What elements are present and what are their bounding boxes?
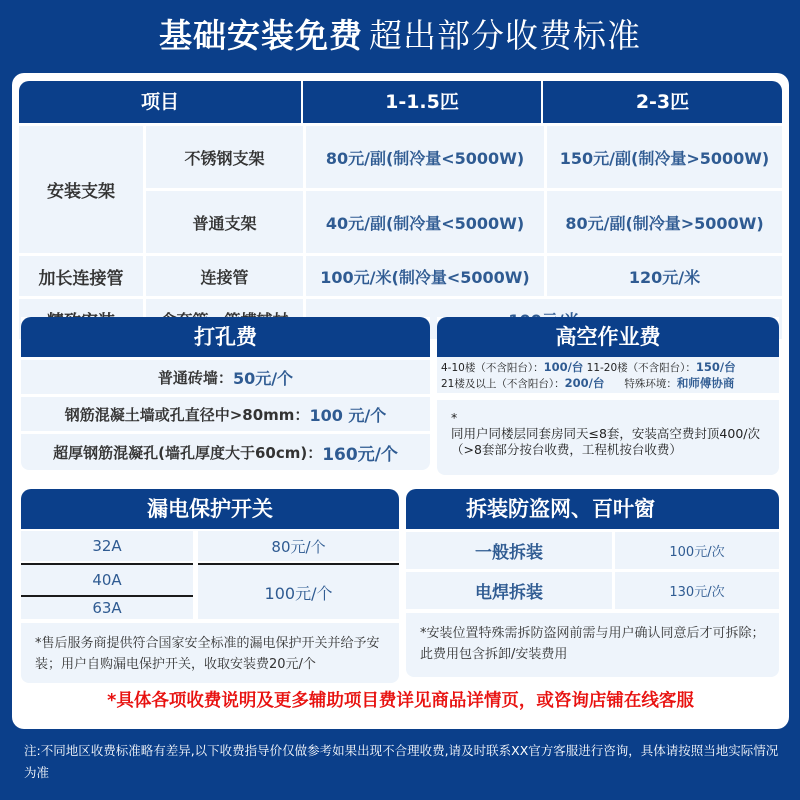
details-notice: *具体各项收费说明及更多辅助项目费详见商品详情页，或咨询店铺在线客服 — [107, 691, 694, 711]
removal-note: *安装位置特殊需拆防盗网前需与用户确认同意后才可拆除；此费用包含拆卸/安装费用 — [406, 613, 779, 677]
page-title — [0, 14, 800, 58]
drilling-value: 100 元/个 — [309, 405, 387, 425]
drilling-label: 超厚钢筋混凝孔(墙孔厚度大于60cm)： — [53, 443, 323, 462]
item-normal-bracket: 普通支架 — [146, 191, 303, 253]
note-star: * — [451, 410, 458, 425]
header-1-1.5hp: 1-1.5匹 — [303, 81, 543, 123]
price-normal-small: 40元/副(制冷量<5000W) — [306, 191, 544, 253]
price-32a: 80元/个 — [198, 531, 399, 561]
removal-welding-price: 130元/次 — [615, 572, 779, 609]
price-card — [12, 73, 789, 729]
item-stainless-bracket: 不锈钢支架 — [146, 126, 303, 188]
header-2-3hp: 2-3匹 — [635, 91, 690, 113]
group-extension-pipe: 加长连接管 — [19, 256, 143, 296]
removal-general-price: 100元/次 — [615, 532, 779, 569]
price-pipe-large: 120元/米 — [547, 256, 782, 296]
removal-title: 拆装防盗网、百叶窗 — [406, 489, 779, 529]
title-bold: 基础安装免费 — [159, 16, 363, 55]
spec-63a: 63A — [21, 597, 193, 619]
leakage-title: 漏电保护开关 — [21, 489, 399, 529]
header-item: 项目 — [19, 81, 303, 123]
leakage-note: *售后服务商提供符合国家安全标准的漏电保护开关并给予安装；用户自购漏电保护开关，收取安装费20元/个 — [21, 623, 399, 683]
note-line: 同用户同楼层同套房同天≤8套，安装高空费封顶400/次 — [451, 426, 760, 441]
price-normal-large: 80元/副(制冷量>5000W) — [547, 191, 782, 253]
rate-line-2 — [441, 376, 775, 392]
item-connecting-pipe: 连接管 — [146, 256, 303, 296]
main-table-header — [19, 81, 782, 123]
drilling-panel — [21, 317, 430, 467]
removal-panel — [406, 489, 779, 679]
removal-general-label: 一般拆装 — [406, 532, 612, 569]
rate-value: 200/台 — [564, 376, 605, 390]
high-altitude-title: 高空作业费 — [437, 317, 779, 357]
spec-40a: 40A — [21, 565, 193, 595]
spec-32a: 32A — [21, 531, 193, 561]
price-40a-63a: 100元/个 — [198, 565, 399, 619]
high-altitude-rates — [437, 357, 779, 393]
rate-label: 21楼及以上（不含阳台）： — [441, 378, 565, 390]
price-pipe-small: 100元/米(制冷量<5000W) — [306, 256, 544, 296]
high-altitude-note — [437, 400, 779, 475]
drilling-label: 钢筋混凝土墙或孔直径中>80mm： — [64, 405, 310, 424]
drilling-title: 打孔费 — [21, 317, 430, 357]
price-stainless-small: 80元/副(制冷量<5000W) — [306, 126, 544, 188]
footer-disclaimer: 注:不同地区收费标准略有差异,以下收费指导价仅做参考如果出现不合理收费,请及时联系XX官方客服进行咨询，具体请按照当地实际情况为准 — [24, 743, 779, 780]
drilling-label: 普通砖墙： — [157, 368, 233, 387]
leakage-panel — [21, 489, 399, 679]
high-altitude-panel — [437, 317, 779, 477]
rate-value: 和师傅协商 — [676, 376, 735, 390]
price-stainless-large: 150元/副(制冷量>5000W) — [547, 126, 782, 188]
group-bracket: 安装支架 — [19, 126, 143, 253]
rate-line-1 — [441, 360, 775, 376]
rate-value: 100/台 — [543, 360, 584, 374]
title-light: 超出部分收费标准 — [369, 16, 641, 55]
drilling-row-concrete — [21, 397, 430, 431]
removal-welding-label: 电焊拆装 — [406, 572, 612, 609]
note-line: （>8套部分按台收费，工程机按台收费） — [451, 442, 682, 457]
rate-value: 150/台 — [695, 360, 736, 374]
rate-label: 特殊环境： — [624, 378, 677, 390]
drilling-row-brick — [21, 360, 430, 394]
drilling-value: 50元/个 — [232, 368, 294, 388]
rate-label: 4-10楼（不含阳台）： — [441, 362, 544, 374]
drilling-value: 160元/个 — [322, 444, 398, 465]
drilling-row-thick — [21, 434, 430, 470]
rate-label: 11-20楼（不含阳台）： — [583, 362, 696, 374]
